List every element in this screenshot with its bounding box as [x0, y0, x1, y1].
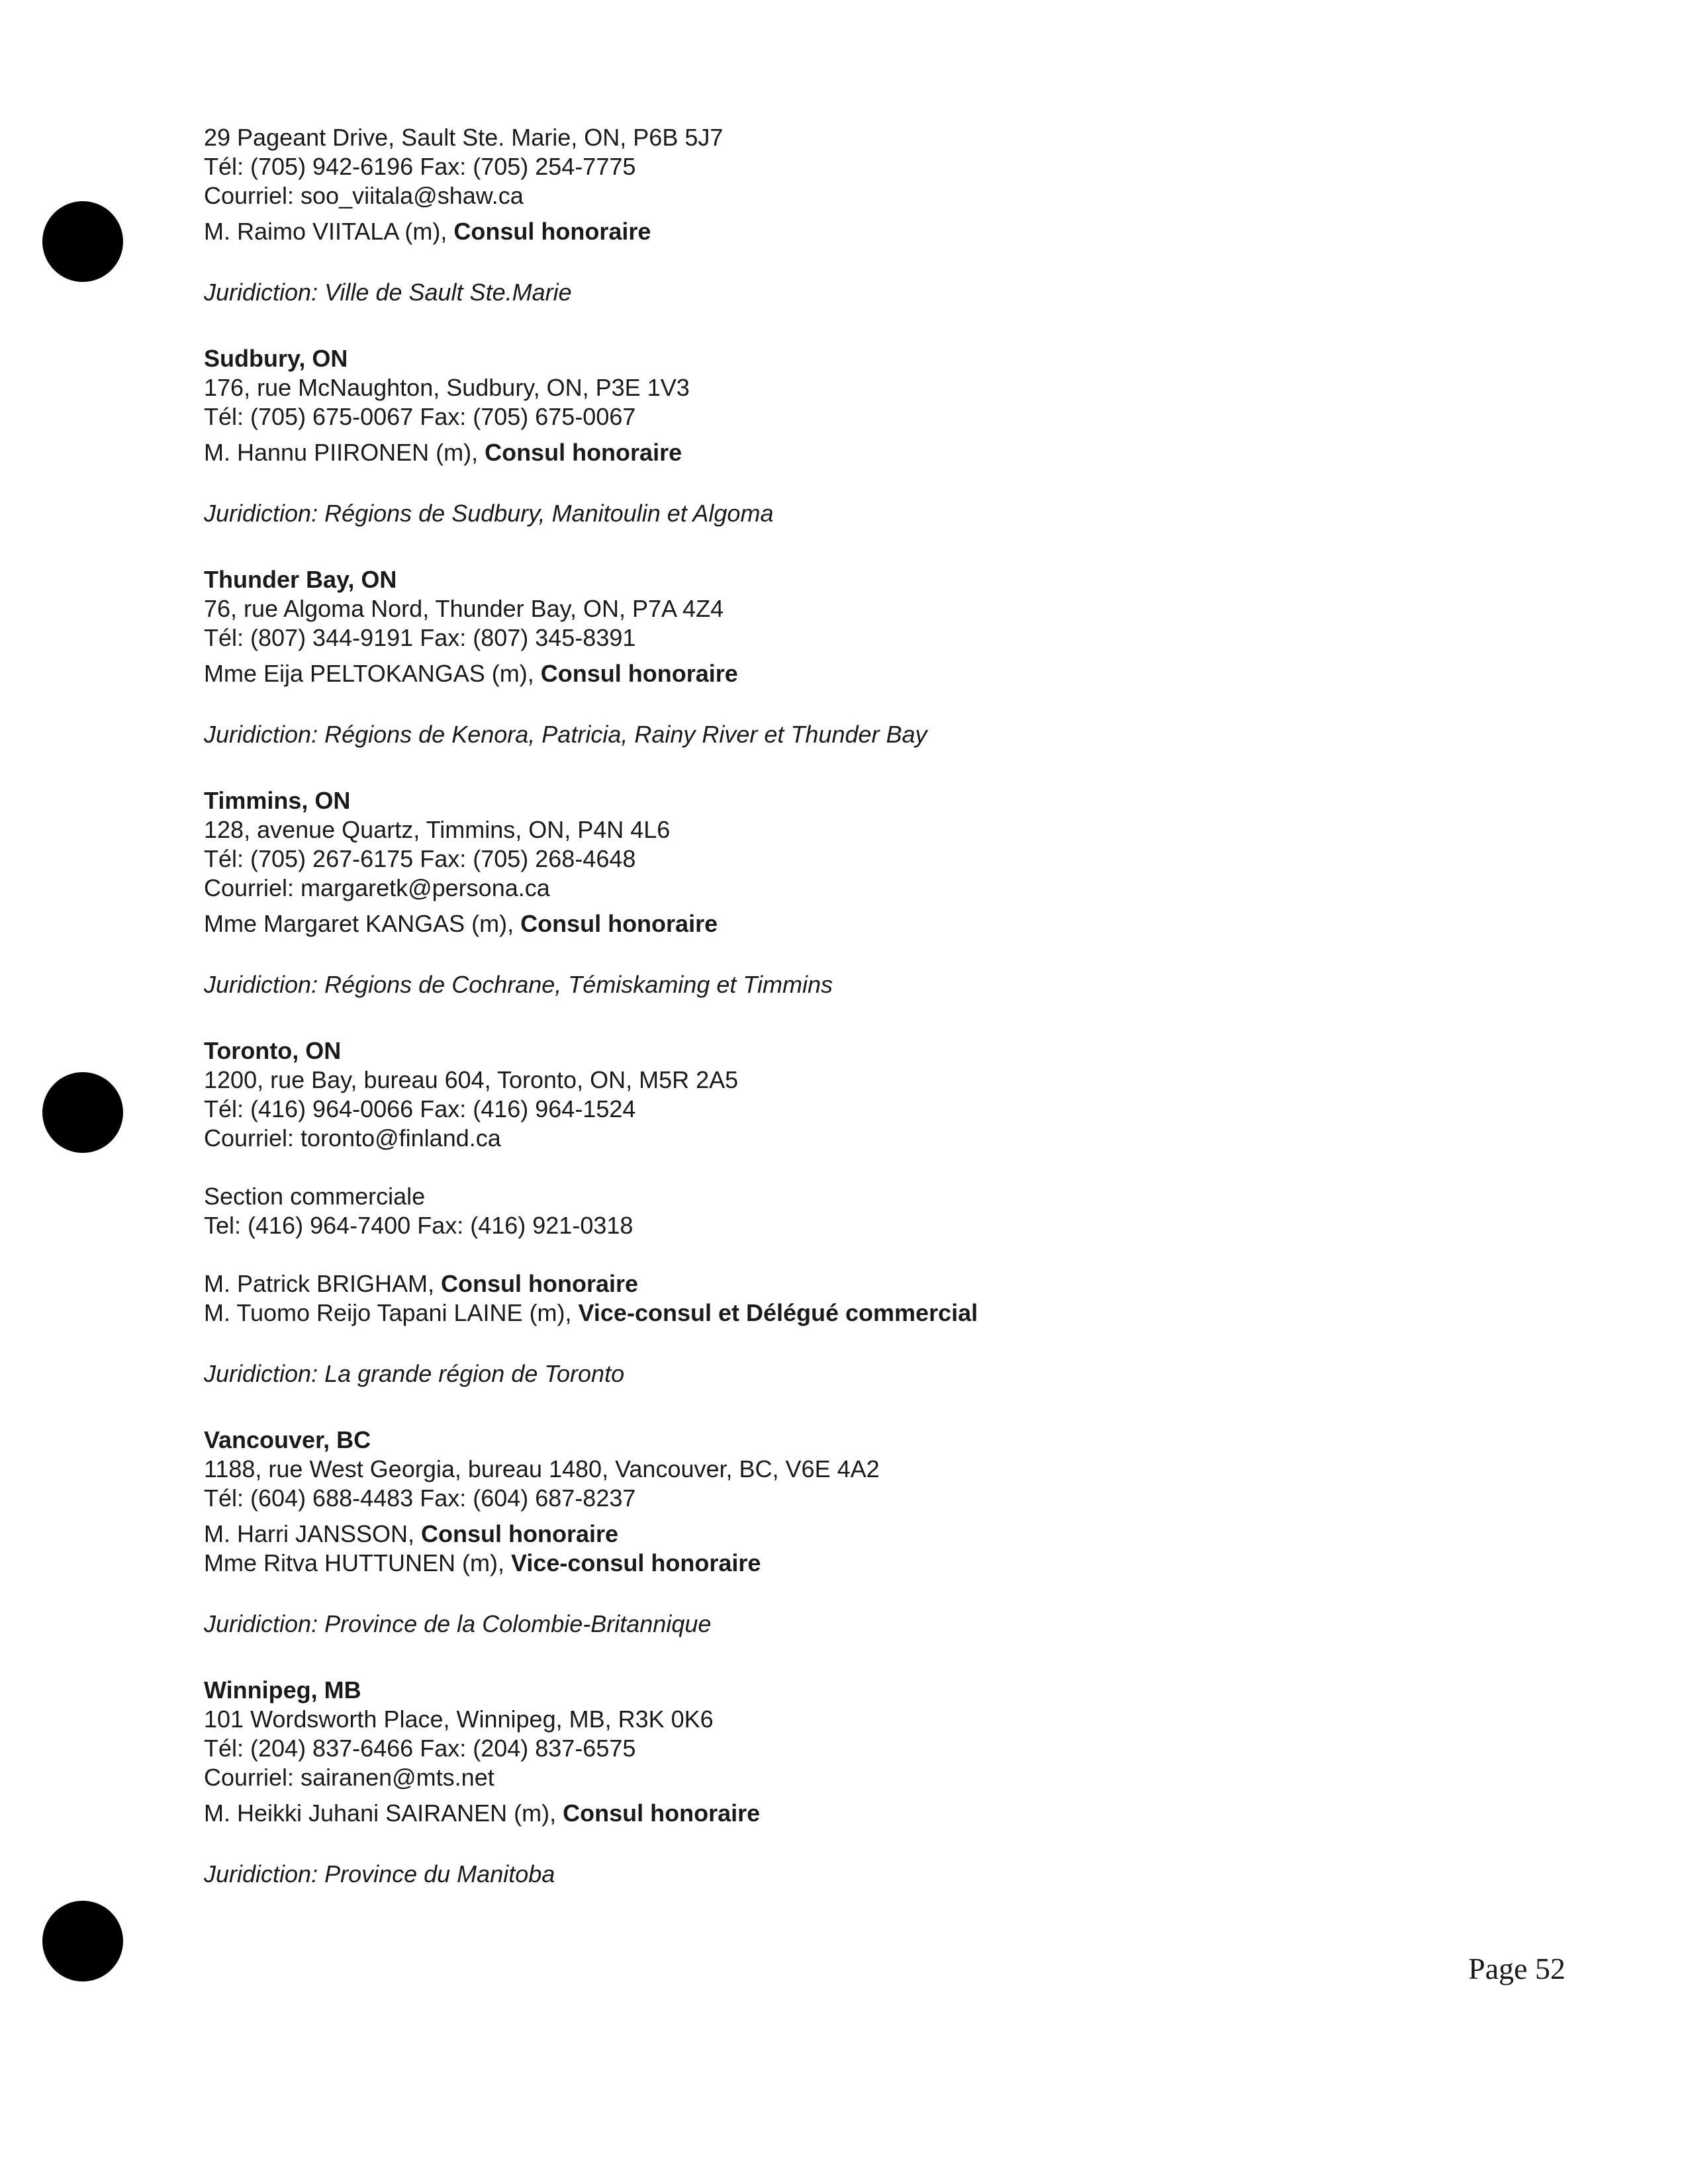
office-juridiction: Juridiction: Province du Manitoba — [204, 1860, 555, 1888]
office-thunder-bay — [204, 565, 1462, 749]
office-email: Courriel: sairanen@mts.net — [204, 1764, 494, 1791]
office-contact-1 — [204, 1520, 1462, 1549]
punch-hole-bottom — [42, 1901, 123, 1981]
office-phone: Tél: (604) 688-4483 Fax: (604) 687-8237 — [204, 1484, 636, 1512]
contact-title: Vice-consul et Délégué commercial — [578, 1299, 978, 1326]
office-contact — [204, 909, 1462, 938]
office-contact — [204, 659, 1462, 688]
office-phone: Tél: (807) 344-9191 Fax: (807) 345-8391 — [204, 624, 636, 651]
office-city: Winnipeg, MB — [204, 1676, 361, 1704]
commercial-section-label: Section commerciale — [204, 1183, 426, 1210]
office-address: 101 Wordsworth Place, Winnipeg, MB, R3K 0K6 — [204, 1706, 714, 1733]
contact-name: M. Harri JANSSON, — [204, 1520, 422, 1547]
contact-name: M. Hannu PIIRONEN (m), — [204, 439, 485, 466]
office-contact-2 — [204, 1549, 1462, 1578]
office-address: 29 Pageant Drive, Sault Ste. Marie, ON, P6B 5J7 — [204, 124, 724, 151]
contact-name: M. Raimo VIITALA (m), — [204, 218, 454, 245]
office-contact-1 — [204, 1269, 1462, 1298]
office-juridiction: Juridiction: Régions de Sudbury, Manitoulin et Algoma — [204, 500, 774, 527]
office-sudbury — [204, 344, 1462, 528]
office-juridiction: Juridiction: Ville de Sault Ste.Marie — [204, 279, 572, 306]
contact-name: Mme Eija PELTOKANGAS (m), — [204, 660, 541, 687]
office-city: Timmins, ON — [204, 787, 351, 814]
office-email: Courriel: soo_viitala@shaw.ca — [204, 182, 524, 209]
office-sault-ste-marie — [204, 123, 1462, 307]
commercial-section-phone: Tel: (416) 964-7400 Fax: (416) 921-0318 — [204, 1212, 633, 1239]
office-phone: Tél: (705) 267-6175 Fax: (705) 268-4648 — [204, 845, 636, 872]
office-winnipeg — [204, 1676, 1462, 1889]
office-toronto — [204, 1036, 1462, 1388]
office-phone: Tél: (416) 964-0066 Fax: (416) 964-1524 — [204, 1095, 636, 1122]
page-number: Page 52 — [1468, 1952, 1566, 1985]
contact-name: M. Tuomo Reijo Tapani LAINE (m), — [204, 1299, 579, 1326]
office-juridiction: Juridiction: Régions de Cochrane, Témiskaming et Timmins — [204, 971, 833, 998]
office-juridiction: Juridiction: La grande région de Toronto — [204, 1360, 625, 1387]
office-city: Vancouver, BC — [204, 1426, 371, 1453]
office-address: 1200, rue Bay, bureau 604, Toronto, ON, M5R 2A5 — [204, 1066, 739, 1093]
contact-title: Consul honoraire — [540, 660, 738, 687]
office-juridiction: Juridiction: Régions de Kenora, Patricia, Rainy River et Thunder Bay — [204, 721, 927, 748]
office-address: 1188, rue West Georgia, bureau 1480, Vancouver, BC, V6E 4A2 — [204, 1455, 880, 1482]
office-contact — [204, 1799, 1462, 1828]
contact-title: Vice-consul honoraire — [510, 1549, 761, 1576]
contact-title: Consul honoraire — [485, 439, 682, 466]
contact-title: Consul honoraire — [520, 910, 718, 937]
office-city: Toronto, ON — [204, 1037, 342, 1064]
office-phone: Tél: (705) 675-0067 Fax: (705) 675-0067 — [204, 403, 636, 430]
contact-name: Mme Margaret KANGAS (m), — [204, 910, 521, 937]
punch-hole-top — [42, 201, 123, 282]
office-address: 176, rue McNaughton, Sudbury, ON, P3E 1V3 — [204, 374, 690, 401]
office-contact — [204, 438, 1462, 467]
office-vancouver — [204, 1426, 1462, 1639]
contact-title: Consul honoraire — [453, 218, 651, 245]
consulate-listing — [204, 123, 1462, 1926]
punch-hole-middle — [42, 1072, 123, 1153]
office-contact-2 — [204, 1298, 1462, 1328]
toronto-contacts — [204, 1269, 1462, 1328]
contact-name: M. Patrick BRIGHAM, — [204, 1270, 442, 1297]
contact-title: Consul honoraire — [421, 1520, 619, 1547]
office-email: Courriel: toronto@finland.ca — [204, 1124, 501, 1152]
contact-title: Consul honoraire — [441, 1270, 639, 1297]
office-city: Thunder Bay, ON — [204, 566, 397, 593]
office-phone: Tél: (705) 942-6196 Fax: (705) 254-7775 — [204, 153, 636, 180]
office-phone: Tél: (204) 837-6466 Fax: (204) 837-6575 — [204, 1735, 636, 1762]
commercial-section — [204, 1182, 1462, 1240]
office-address: 76, rue Algoma Nord, Thunder Bay, ON, P7A 4Z4 — [204, 595, 724, 622]
contact-name: M. Heikki Juhani SAIRANEN (m), — [204, 1799, 563, 1827]
office-contact — [204, 217, 1462, 246]
contact-name: Mme Ritva HUTTUNEN (m), — [204, 1549, 511, 1576]
office-email: Courriel: margaretk@persona.ca — [204, 874, 550, 901]
contact-title: Consul honoraire — [563, 1799, 761, 1827]
office-city: Sudbury, ON — [204, 345, 348, 372]
office-timmins — [204, 786, 1462, 999]
office-juridiction: Juridiction: Province de la Colombie-Britannique — [204, 1610, 712, 1637]
office-address: 128, avenue Quartz, Timmins, ON, P4N 4L6 — [204, 816, 671, 843]
